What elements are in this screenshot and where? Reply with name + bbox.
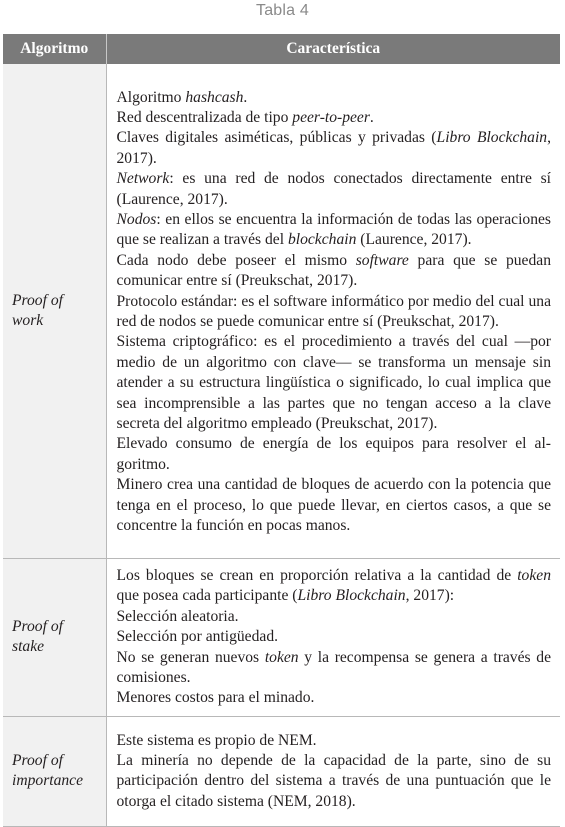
feature-cell [106,716,560,826]
feature-text-segment: Red descentralizada de tipo [116,108,293,126]
algorithm-cell [3,559,106,717]
feature-item [117,108,552,128]
algorithm-name-line: Proof of [12,291,63,309]
feature-text-segment: Selección por antigüedad. [116,628,279,646]
feature-text-segment: Este sistema es propio de NEM. [116,731,317,749]
consensus-algorithms-table [3,34,560,827]
table-row [3,559,560,717]
feature-text-segment: (Laurence, 2017). [356,231,472,249]
feature-cell [106,64,560,559]
algorithm-cell [3,64,106,559]
feature-text-segment: Claves digitales asiméticas, públicas y privadas ( [116,129,437,147]
feature-item [117,210,552,251]
algorithm-cell [3,716,106,826]
feature-item [117,688,552,708]
feature-text-segment: token [517,567,551,584]
feature-text-segment: Libro Blockchain [436,129,548,147]
algorithm-name-line: stake [12,638,45,656]
feature-text-segment: Network [116,170,170,188]
header-algorithm: Algoritmo [3,34,106,64]
feature-text-segment: y la recompensa se genera a través de comisiones. [116,648,551,687]
feature-item [117,751,552,812]
table-row [3,716,560,826]
feature-text-segment: Cada nodo debe poseer el mismo [116,251,356,269]
feature-item [117,292,552,333]
feature-text-segment: software [355,251,409,269]
feature-item [117,607,552,627]
feature-item [117,627,552,647]
algorithm-name-line: Proof of [12,751,63,769]
feature-text-segment: blockchain [287,231,357,249]
feature-text-segment: , 2017). [116,129,552,167]
feature-text-segment: para que se puedan comunicar entre sí (Preukschat, 2017). [116,251,551,290]
feature-text-segment: Nodos [116,210,157,228]
header-feature: Característica [106,34,560,64]
feature-text-segment: . [243,88,248,106]
feature-item [117,731,552,751]
feature-text-segment: La minería no depende de la capacidad de la parte, sino de su participación dentro del sistema a través de una puntuación que le otorga el citado sistema (NEM, 2018). [116,751,551,810]
feature-text-segment: Sistema criptográfico: es el procedimiento a través del cual —por medio de un algoritmo con clave— se transforma un mensaje sin atender a su estructura lingüística o significado, lo cual implica que sea incomprensible a las partes que no tengan acceso a la clave secreta del algoritmo empleado (Preukschat, 2017). [116,333,551,433]
feature-item [117,169,552,210]
header-row [3,34,560,64]
table-row [3,64,560,559]
feature-item [117,332,552,434]
feature-item [117,475,552,536]
feature-text-segment: Menores costos para el minado. [116,689,315,707]
feature-item [117,434,552,475]
feature-text-segment: Selección aleatoria. [116,607,239,625]
feature-text-segment: que posea cada participante ( [116,587,298,605]
algorithm-name-line: Proof of [12,618,63,636]
feature-text-segment: Libro Blockchain [297,587,406,605]
feature-text-segment: Los bloques se crean en proporción relativa a la cantidad de [116,567,518,584]
table-caption: Tabla 4 [256,2,309,19]
feature-text-segment: No se generan nuevos [116,648,265,666]
feature-text-segment: Minero crea una cantidad de bloques de acuerdo con la potencia que tenga en el proceso, lo que puede llevar, en ciertos casos, a que se concentre la función en pocas manos. [116,476,551,535]
feature-item [117,648,552,689]
feature-item [117,251,552,292]
feature-item [117,88,552,108]
algorithm-name-line: importance [12,772,84,790]
feature-text-segment: Elevado consumo de energía de los equipos para resolver el algoritmo. [116,435,551,473]
feature-text-segment: Protocolo estándar: es el software informático por medio del cual una red de nodos se puede comunicar entre sí (Preukschat, 2017). [116,292,551,330]
feature-text-segment: , 2017): [405,587,455,605]
feature-text-segment: : en ellos se encuentra la información de todas las operaciones que se realizan a través del [116,210,551,249]
feature-text-segment: . [369,108,374,126]
feature-text-segment: : es una red de nodos conectados directamente entre sí (Laurence, 2017). [116,170,551,208]
feature-text-segment: hashcash [185,88,244,106]
feature-item [117,128,552,169]
feature-item [117,566,552,607]
feature-cell [106,559,560,717]
feature-text-segment: token [264,648,299,666]
feature-text-segment: peer-to-peer [292,108,370,126]
algorithm-name-line: work [12,312,44,329]
feature-text-segment: Algoritmo [116,88,186,106]
